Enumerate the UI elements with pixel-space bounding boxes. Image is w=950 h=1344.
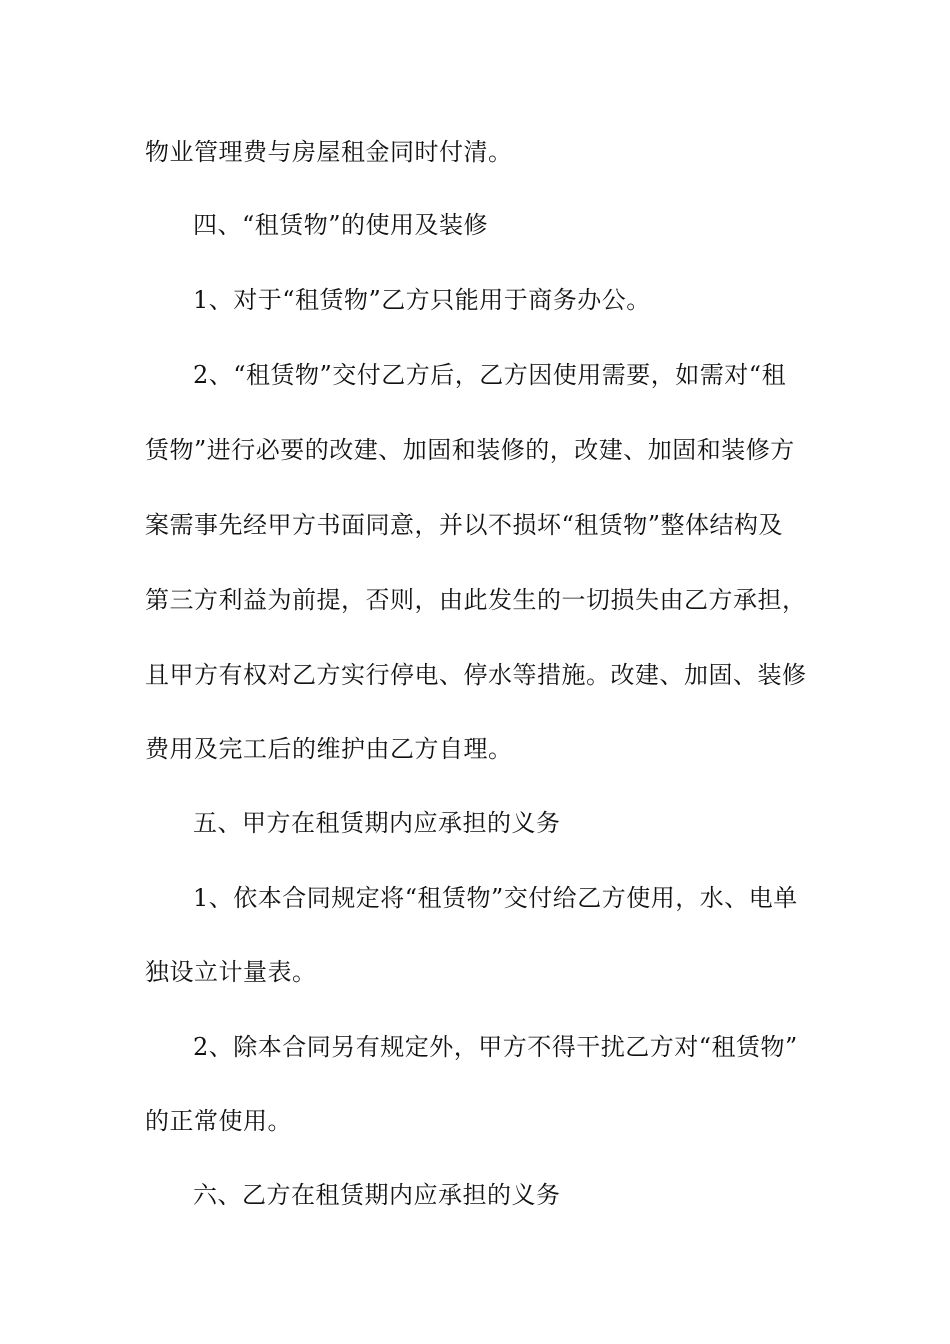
paragraph-line: 案需事先经甲方书面同意，并以不损坏“租赁物”整体结构及 <box>145 511 784 539</box>
paragraph-line: 的正常使用。 <box>145 1107 292 1135</box>
paragraph-line: 第三方利益为前提，否则，由此发生的一切损失由乙方承担， <box>145 586 807 614</box>
paragraph-line: 1、依本合同规定将“租赁物”交付给乙方使用，水、电单 <box>193 884 798 912</box>
section-heading: 五、甲方在租赁期内应承担的义务 <box>193 809 561 837</box>
section-heading: 四、“租赁物”的使用及装修 <box>193 211 489 239</box>
paragraph-line: 赁物”进行必要的改建、加固和装修的，改建、加固和装修方 <box>145 436 795 464</box>
paragraph-line: 且甲方有权对乙方实行停电、停水等措施。改建、加固、装修 <box>145 661 807 689</box>
paragraph-line: 2、除本合同另有规定外，甲方不得干扰乙方对“租赁物” <box>193 1033 798 1061</box>
paragraph-line: 费用及完工后的维护由乙方自理。 <box>145 735 513 763</box>
section-heading: 六、乙方在租赁期内应承担的义务 <box>193 1181 561 1209</box>
paragraph-line: 独设立计量表。 <box>145 958 317 986</box>
paragraph-line: 2、“租赁物”交付乙方后，乙方因使用需要，如需对“租 <box>193 361 787 389</box>
paragraph-line: 物业管理费与房屋租金同时付清。 <box>145 138 513 166</box>
paragraph-line: 1、对于“租赁物”乙方只能用于商务办公。 <box>193 286 651 314</box>
